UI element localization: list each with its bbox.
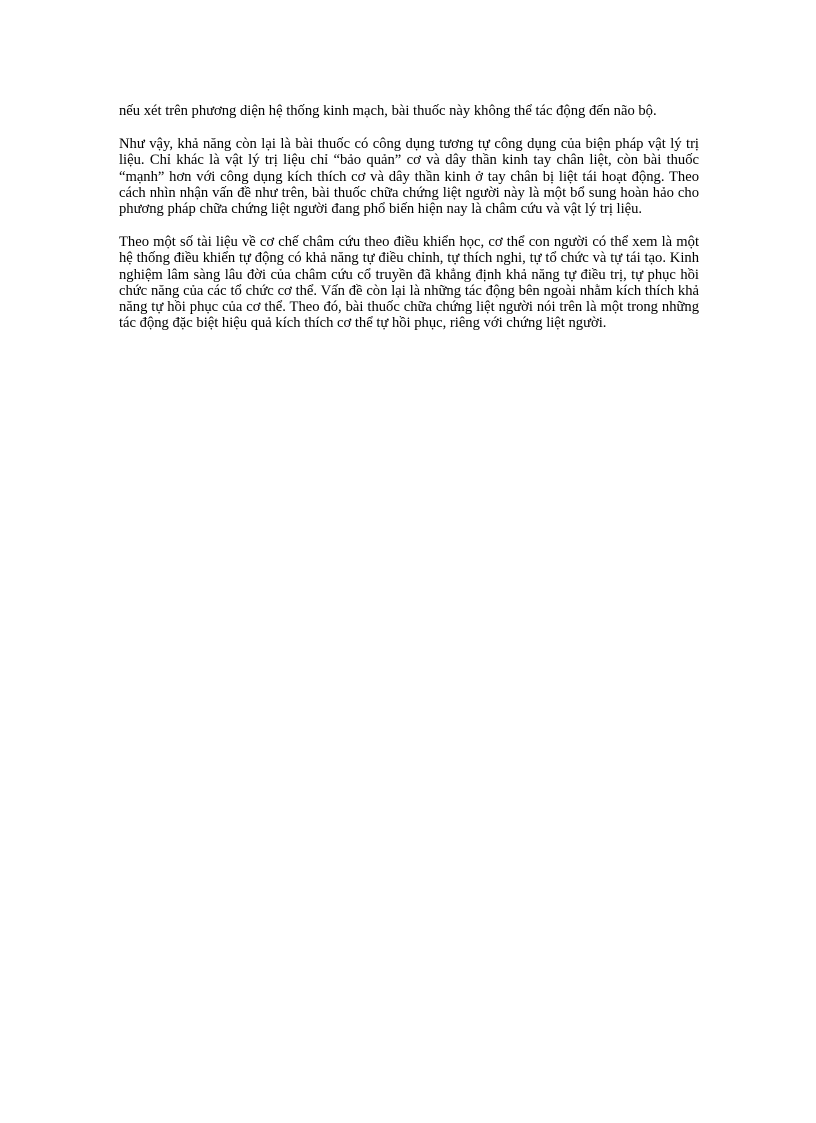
document-body: [119, 103, 699, 348]
paragraph-3: Theo một số tài liệu về cơ chế châm cứu theo điều khiển học, cơ thể con người có thể xem là một hệ thống điều khiển tự động có khả năng tự điều chỉnh, tự thích nghi, tự tổ chức và tự tái tạo. Kinh nghiệm lâm sàng lâu đời của châm cứu cổ truyền đã khẳng định khả năng tự điều trị, tự phục hồi chức năng của các tổ chức cơ thể. Vấn đề còn lại là những tác động bên ngoài nhằm kích thích khả năng tự hồi phục của cơ thể. Theo đó, bài thuốc chữa chứng liệt người nói trên là một trong những tác động đặc biệt hiệu quả kích thích cơ thể tự hồi phục, riêng với chứng liệt người.: [119, 234, 699, 332]
paragraph-1: nếu xét trên phương diện hệ thống kinh mạch, bài thuốc này không thể tác động đến não bộ.: [119, 103, 657, 119]
paragraph-2: Như vậy, khả năng còn lại là bài thuốc có công dụng tương tự công dụng của biện pháp vật lý trị liệu. Chỉ khác là vật lý trị liệu chỉ “bảo quản” cơ và dây thần kinh tay chân liệt, còn bài thuốc “mạnh” hơn với công dụng kích thích cơ và dây thần kinh ở tay chân bị liệt tái hoạt động. Theo cách nhìn nhận vấn đề như trên, bài thuốc chữa chứng liệt người này là một bổ sung hoàn hảo cho phương pháp chữa chứng liệt người đang phổ biến hiện nay là châm cứu và vật lý trị liệu.: [119, 136, 699, 218]
